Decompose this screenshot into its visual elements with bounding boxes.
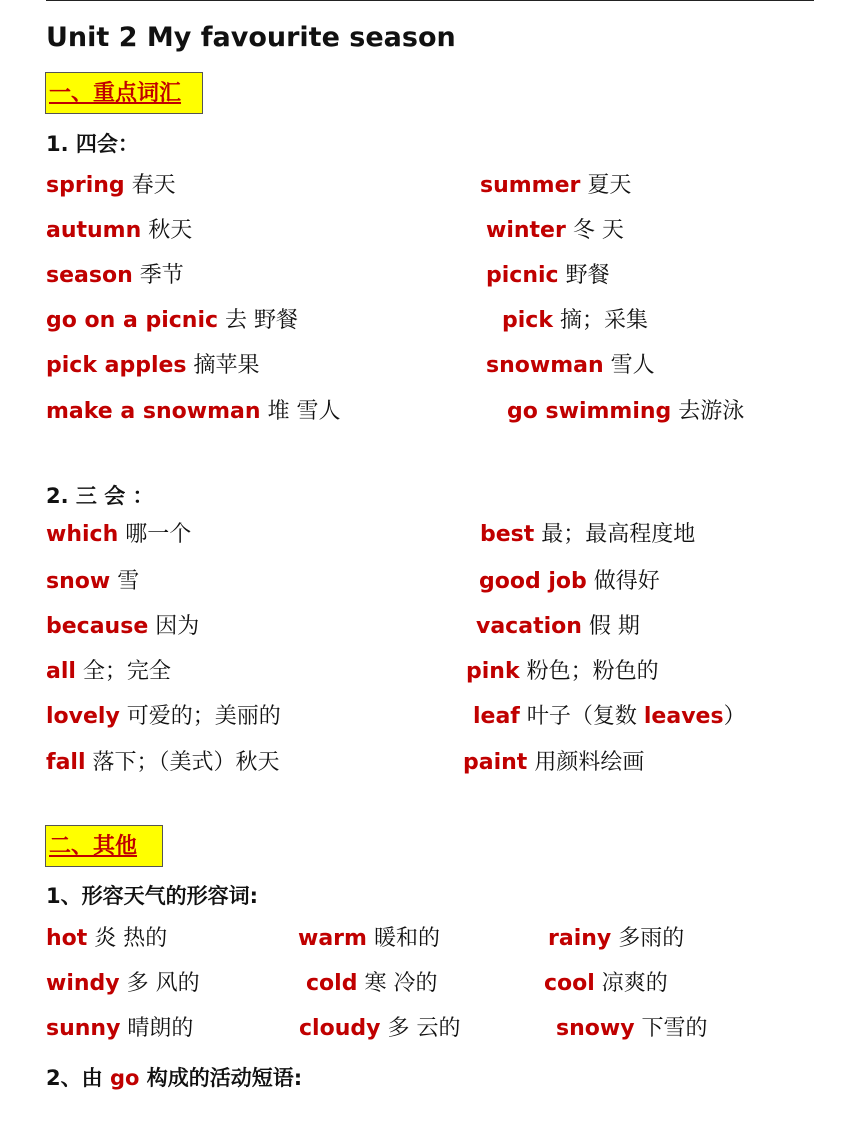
- vocab-entry: [46, 397, 341, 427]
- chinese-meaning: 寒 冷的: [357, 971, 438, 996]
- chinese-meaning: 因为: [148, 614, 200, 639]
- section-heading-others: 二、其他: [45, 825, 163, 867]
- english-word: spring: [46, 173, 125, 198]
- vocab-entry: [556, 1014, 708, 1044]
- english-word: snow: [46, 569, 111, 594]
- vocab-entry: [46, 1014, 193, 1044]
- chinese-meaning: 用颜料绘画: [527, 750, 645, 775]
- english-word: autumn: [46, 218, 142, 243]
- chinese-meaning: 哪一个: [118, 522, 192, 547]
- chinese-meaning: 炎 热的: [87, 926, 168, 951]
- vocab-entry: [476, 612, 640, 642]
- english-word: pick apples: [46, 353, 187, 378]
- english-word: because: [46, 614, 149, 639]
- english-word: fall: [46, 750, 86, 775]
- group-heading-weather-adjectives: 1、形容天气的形容词:: [46, 884, 259, 908]
- closing-paren: ）: [723, 704, 746, 729]
- chinese-meaning: 冬 天: [565, 218, 624, 243]
- vocab-entry: [46, 567, 139, 597]
- chinese-meaning: 做得好: [586, 569, 660, 594]
- chinese-meaning: 夏天: [580, 173, 632, 198]
- vocab-entry: [46, 216, 192, 246]
- chinese-meaning: 凉爽的: [594, 971, 668, 996]
- vocab-entry: [548, 924, 684, 954]
- vocab-entry: [46, 748, 280, 778]
- chinese-meaning: 粉色；粉色的: [519, 659, 659, 684]
- chinese-meaning: 落下；（美式）秋天: [85, 750, 280, 775]
- chinese-meaning: 秋天: [141, 218, 193, 243]
- chinese-meaning: 多雨的: [611, 926, 685, 951]
- english-word: good job: [479, 569, 587, 594]
- vocab-entry: [479, 567, 660, 597]
- english-word: snowy: [556, 1016, 635, 1041]
- heading-prefix: 2、由: [46, 1066, 110, 1090]
- vocab-entry: [299, 1014, 460, 1044]
- english-word: lovely: [46, 704, 120, 729]
- chinese-meaning: 摘苹果: [186, 353, 260, 378]
- group-heading-three-skills: 2. 三 会 ：: [46, 484, 154, 508]
- chinese-meaning: 可爱的；美丽的: [119, 704, 281, 729]
- vocab-entry: [46, 171, 176, 201]
- chinese-meaning: 堆 雪人: [260, 399, 341, 424]
- english-word: vacation: [476, 614, 582, 639]
- top-rule: [46, 0, 814, 1]
- vocab-entry: [46, 612, 199, 642]
- english-word: go swimming: [507, 399, 672, 424]
- english-word: paint: [463, 750, 528, 775]
- group-heading-four-skills: 1. 四会：: [46, 132, 139, 156]
- english-word: season: [46, 263, 133, 288]
- vocab-entry: [46, 520, 191, 550]
- chinese-meaning: 多 云的: [380, 1016, 461, 1041]
- english-word: windy: [46, 971, 120, 996]
- english-word: leaf: [473, 704, 520, 729]
- chinese-meaning: 春天: [124, 173, 176, 198]
- chinese-meaning: 晴朗的: [120, 1016, 194, 1041]
- vocab-entry: [486, 351, 655, 381]
- vocab-entry: [486, 216, 624, 246]
- page-title: Unit 2 My favourite season: [46, 22, 456, 53]
- vocab-entry: [46, 702, 281, 732]
- chinese-meaning: 全；完全: [75, 659, 171, 684]
- vocab-entry: [466, 657, 659, 687]
- chinese-meaning: 假 期: [581, 614, 640, 639]
- vocab-entry: [306, 969, 437, 999]
- vocab-entry: [46, 351, 260, 381]
- english-word: pink: [466, 659, 520, 684]
- vocab-entry: [298, 924, 440, 954]
- english-word: hot: [46, 926, 88, 951]
- chinese-meaning: 雪: [110, 569, 140, 594]
- english-word: pick: [502, 308, 553, 333]
- vocab-entry: [46, 306, 298, 336]
- vocab-entry: [480, 171, 631, 201]
- english-word: cloudy: [299, 1016, 381, 1041]
- english-word: best: [480, 522, 535, 547]
- vocab-entry: [486, 261, 610, 291]
- chinese-meaning: 最；最高程度地: [534, 522, 696, 547]
- english-word: warm: [298, 926, 367, 951]
- vocab-entry: [502, 306, 648, 336]
- vocab-entry: [46, 261, 184, 291]
- chinese-meaning: 暖和的: [366, 926, 440, 951]
- chinese-meaning: 雪人: [603, 353, 655, 378]
- english-word: cold: [306, 971, 358, 996]
- vocab-entry: [46, 924, 167, 954]
- english-word: snowman: [486, 353, 604, 378]
- chinese-meaning: 去 野餐: [218, 308, 299, 333]
- chinese-meaning: 叶子（复数: [519, 704, 644, 729]
- english-word: which: [46, 522, 119, 547]
- group-heading-go-phrases: [46, 1062, 302, 1092]
- chinese-meaning: 去游泳: [671, 399, 745, 424]
- english-word: winter: [486, 218, 566, 243]
- english-word: cool: [544, 971, 595, 996]
- vocab-entry: [463, 748, 644, 778]
- chinese-meaning: 野餐: [558, 263, 610, 288]
- chinese-meaning: 季节: [132, 263, 184, 288]
- vocab-entry: [480, 520, 695, 550]
- english-word: picnic: [486, 263, 559, 288]
- heading-keyword: go: [109, 1066, 140, 1090]
- chinese-meaning: 下雪的: [634, 1016, 708, 1041]
- english-plural: leaves: [643, 704, 724, 729]
- english-word: make a snowman: [46, 399, 261, 424]
- english-word: summer: [480, 173, 581, 198]
- vocab-entry: [46, 657, 171, 687]
- heading-suffix: 构成的活动短语:: [139, 1066, 303, 1090]
- vocab-entry: [473, 702, 746, 732]
- english-word: rainy: [548, 926, 612, 951]
- vocab-entry: [507, 397, 744, 427]
- english-word: go on a picnic: [46, 308, 219, 333]
- section-heading-key-vocabulary: 一、重点词汇: [45, 72, 203, 114]
- vocab-entry: [46, 969, 200, 999]
- english-word: sunny: [46, 1016, 121, 1041]
- chinese-meaning: 摘；采集: [552, 308, 648, 333]
- english-word: all: [46, 659, 76, 684]
- vocab-entry: [544, 969, 668, 999]
- chinese-meaning: 多 风的: [119, 971, 200, 996]
